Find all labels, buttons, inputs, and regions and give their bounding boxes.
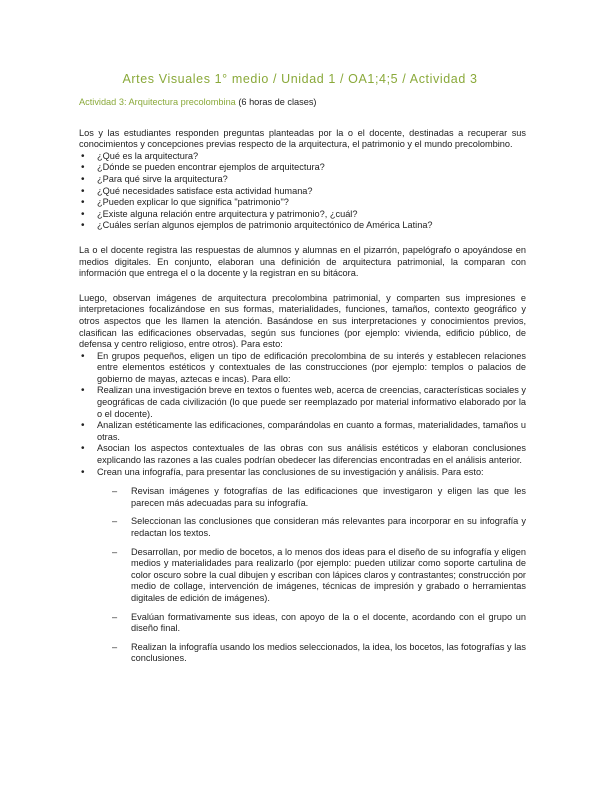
questions-list xyxy=(79,151,526,232)
subtask-item: – Desarrollan, por medio de bocetos, a lo menos dos ideas para el diseño de su infografía y eligen medios y materialidades para realizarlo (por ejemplo: pueden utilizar como soporte cartulina de color oscuro sobre la cual dibujen y escriban con lápices claros y contrastantes; construcción por medio de collage, intervención de imágenes, técnicas de impresión y grabado o herramientas digitales de edición de imágenes). xyxy=(112,547,526,605)
task-item: • Asocian los aspectos contextuales de las obras con sus análisis estéticos y elaboran conclusiones explicando las razones a las cuales podrían obedecer las diferencias encontradas en el análisis anterior. xyxy=(79,443,526,466)
question-item: • ¿Existe alguna relación entre arquitectura y patrimonio?, ¿cuál? xyxy=(79,209,526,221)
task-item: • En grupos pequeños, eligen un tipo de edificación precolombina de su interés y establecen relaciones entre elementos estéticos y contextuales de las construcciones (por ejemplo: templos o palacios de gobierno de mayas, aztecas e incas). Para ello: xyxy=(79,351,526,386)
question-item: • ¿Qué es la arquitectura? xyxy=(79,151,526,163)
registration-paragraph: La o el docente registra las respuestas de alumnos y alumnas en el pizarrón, papelógrafo o apoyándose en medios digitales. En conjunto, elaboran una definición de arquitectura patrimonial, la comparan con información que entrega el o la docente y la registran en su bitácora. xyxy=(79,244,526,279)
task-item: • Crean una infografía, para presentar las conclusiones de su investigación y análisis. Para esto: xyxy=(79,467,526,479)
subtask-item: – Evalúan formativamente sus ideas, con apoyo de la o el docente, acordando con el grupo un diseño final. xyxy=(112,612,526,635)
activity-title xyxy=(79,97,526,109)
page-header: Artes Visuales 1° medio / Unidad 1 / OA1;4;5 / Actividad 3 xyxy=(122,72,478,86)
activity-name: Actividad 3: Arquitectura precolombina xyxy=(79,97,236,107)
question-item: • ¿Pueden explicar lo que significa "patrimonio"? xyxy=(79,197,526,209)
question-item: • ¿Para qué sirve la arquitectura? xyxy=(79,174,526,186)
observation-paragraph: Luego, observan imágenes de arquitectura precolombina patrimonial, y comparten sus impresiones e interpretaciones focalizándose en sus formas, materialidades, funciones, tamaños, contexto geográfico y otros aspectos que les llamen la atención. Basándose en sus interpretaciones y conocimientos previos, clasifican las edificaciones observadas, según sus funciones (por ejemplo: vivienda, edificio público, de defensa y centro religioso, entre otros). Para esto: xyxy=(79,292,526,350)
task-item: • Realizan una investigación breve en textos o fuentes web, acerca de creencias, características sociales y geográficas de cada civilización (lo que puede ser reemplazado por material informativo elaborado por la o el docente). xyxy=(79,385,526,420)
tasks-list xyxy=(79,351,526,479)
question-item: • ¿Cuáles serían algunos ejemplos de patrimonio arquitectónico de América Latina? xyxy=(79,220,526,232)
subtask-item: – Revisan imágenes y fotografías de las edificaciones que investigaron y eligen las que les parecen más adecuadas para su infografía. xyxy=(112,486,526,509)
question-item: • ¿Qué necesidades satisface esta actividad humana? xyxy=(79,186,526,198)
document-body xyxy=(79,97,526,672)
intro-paragraph: Los y las estudiantes responden preguntas planteadas por la o el docente, destinadas a recuperar sus conocimientos y concepciones previas respecto de la arquitectura, el patrimonio y el mundo precolombino. xyxy=(79,127,526,150)
subtask-item: – Seleccionan las conclusiones que consideran más relevantes para incorporar en su infografía y redactan los textos. xyxy=(112,516,526,539)
subtask-item: – Realizan la infografía usando los medios seleccionados, la idea, los bocetos, las fotografías y las conclusiones. xyxy=(112,642,526,665)
activity-duration: (6 horas de clases) xyxy=(235,97,317,107)
subtasks-list xyxy=(79,486,526,665)
task-item: • Analizan estéticamente las edificaciones, comparándolas en cuanto a formas, materialidades, tamaños u otras. xyxy=(79,420,526,443)
question-item: • ¿Dónde se pueden encontrar ejemplos de arquitectura? xyxy=(79,162,526,174)
